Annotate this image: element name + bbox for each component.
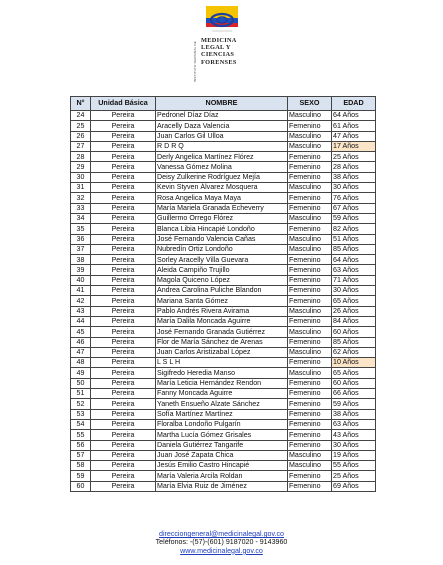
sex-cell: Masculino [288, 141, 332, 151]
unit-cell: Pereira [91, 141, 156, 151]
name-cell: Jesús Emilio Castro Hincapié [156, 461, 288, 471]
unit-cell: Pereira [91, 461, 156, 471]
table-row [71, 213, 376, 223]
name-cell: Magola Quiceno López [156, 275, 288, 285]
row-number-cell: 33 [71, 203, 91, 213]
name-cell: José Fernando Granada Gutiérrez [156, 327, 288, 337]
table-row [71, 450, 376, 460]
sex-cell: Femenino [288, 389, 332, 399]
age-cell: 47 Años [332, 131, 376, 141]
table-row [71, 316, 376, 326]
unit-cell: Pereira [91, 347, 156, 357]
table-row [71, 286, 376, 296]
table-row [71, 183, 376, 193]
name-cell: Andrea Carolina Puliche Blandon [156, 286, 288, 296]
logo-wordmark [201, 37, 237, 66]
table-row [71, 111, 376, 121]
row-number-cell: 35 [71, 224, 91, 234]
age-cell: 51 Años [332, 234, 376, 244]
sex-cell: Femenino [288, 203, 332, 213]
name-cell: María Mariela Granada Echeverry [156, 203, 288, 213]
sex-cell: Femenino [288, 275, 332, 285]
name-cell: Martha Lucía Gómez Grisales [156, 430, 288, 440]
table-row [71, 306, 376, 316]
row-number-cell: 44 [71, 316, 91, 326]
age-cell: 10 Años [332, 358, 376, 368]
name-cell: María Valeria Arcila Roldan [156, 471, 288, 481]
table-row [71, 378, 376, 388]
table-header-row [71, 97, 376, 111]
sex-cell: Femenino [288, 265, 332, 275]
sex-cell: Masculino [288, 111, 332, 121]
table-row [71, 389, 376, 399]
column-header-age: EDAD [332, 97, 376, 111]
unit-cell: Pereira [91, 316, 156, 326]
website-link[interactable]: www.medicinalegal.gov.co [180, 546, 263, 555]
age-cell: 69 Años [332, 481, 376, 491]
age-cell: 60 Años [332, 378, 376, 388]
table-row [71, 265, 376, 275]
unit-cell: Pereira [91, 296, 156, 306]
age-cell: 43 Años [332, 430, 376, 440]
name-cell: Yaneth Ensueño Alzate Sánchez [156, 399, 288, 409]
row-number-cell: 54 [71, 419, 91, 429]
institute-emblem-icon [192, 6, 252, 36]
row-number-cell: 27 [71, 141, 91, 151]
unit-cell: Pereira [91, 368, 156, 378]
unit-cell: Pereira [91, 172, 156, 182]
age-cell: 30 Años [332, 440, 376, 450]
unit-cell: Pereira [91, 203, 156, 213]
unit-cell: Pereira [91, 234, 156, 244]
logo-line: MEDICINA [201, 37, 237, 44]
unit-cell: Pereira [91, 183, 156, 193]
unit-cell: Pereira [91, 450, 156, 460]
logo-vertical-text: INSTITUTO NACIONAL DE [193, 41, 197, 83]
table-row [71, 172, 376, 182]
unit-cell: Pereira [91, 286, 156, 296]
age-cell: 66 Años [332, 389, 376, 399]
table-row [71, 409, 376, 419]
row-number-cell: 51 [71, 389, 91, 399]
unit-cell: Pereira [91, 111, 156, 121]
sex-cell: Femenino [288, 224, 332, 234]
name-cell: Juan José Zapata Chica [156, 450, 288, 460]
name-cell: Fanny Moncada Aguirre [156, 389, 288, 399]
table-row [71, 193, 376, 203]
age-cell: 61 Años [332, 121, 376, 131]
table-row [71, 399, 376, 409]
unit-cell: Pereira [91, 337, 156, 347]
sex-cell: Femenino [288, 419, 332, 429]
table-row [71, 461, 376, 471]
sex-cell: Femenino [288, 378, 332, 388]
row-number-cell: 59 [71, 471, 91, 481]
row-number-cell: 41 [71, 286, 91, 296]
age-cell: 64 Años [332, 111, 376, 121]
row-number-cell: 48 [71, 358, 91, 368]
age-cell: 71 Años [332, 275, 376, 285]
age-cell: 38 Años [332, 409, 376, 419]
name-cell: Deisy Zulkerine Rodríguez Mejía [156, 172, 288, 182]
table-row [71, 471, 376, 481]
age-cell: 63 Años [332, 265, 376, 275]
unit-cell: Pereira [91, 481, 156, 491]
row-number-cell: 57 [71, 450, 91, 460]
name-cell: Daniela Gutiérrez Tangarife [156, 440, 288, 450]
name-cell: María Leticia Hernández Rendon [156, 378, 288, 388]
table-row [71, 255, 376, 265]
age-cell: 59 Años [332, 213, 376, 223]
name-cell: María Dalila Moncada Aguirre [156, 316, 288, 326]
sex-cell: Femenino [288, 430, 332, 440]
row-number-cell: 28 [71, 152, 91, 162]
contact-footer [0, 530, 443, 555]
row-number-cell: 31 [71, 183, 91, 193]
age-cell: 76 Años [332, 193, 376, 203]
age-cell: 28 Años [332, 162, 376, 172]
sex-cell: Femenino [288, 152, 332, 162]
name-cell: Juan Carlos Aristizabal López [156, 347, 288, 357]
age-cell: 82 Años [332, 224, 376, 234]
table-row [71, 440, 376, 450]
row-number-cell: 25 [71, 121, 91, 131]
unit-cell: Pereira [91, 213, 156, 223]
name-cell: Aleida Campiño Trujillo [156, 265, 288, 275]
table-row [71, 152, 376, 162]
name-cell: Sorley Aracelly Villa Guevara [156, 255, 288, 265]
unit-cell: Pereira [91, 255, 156, 265]
sex-cell: Masculino [288, 183, 332, 193]
row-number-cell: 50 [71, 378, 91, 388]
row-number-cell: 55 [71, 430, 91, 440]
sex-cell: Femenino [288, 255, 332, 265]
sex-cell: Femenino [288, 286, 332, 296]
age-cell: 19 Años [332, 450, 376, 460]
table-row [71, 162, 376, 172]
age-cell: 30 Años [332, 183, 376, 193]
unit-cell: Pereira [91, 389, 156, 399]
age-cell: 85 Años [332, 337, 376, 347]
name-cell: Blanca Libia Hincapié Londoño [156, 224, 288, 234]
unit-cell: Pereira [91, 409, 156, 419]
table-row [71, 337, 376, 347]
row-number-cell: 56 [71, 440, 91, 450]
table-row [71, 234, 376, 244]
name-cell: Guillermo Orrego Flórez [156, 213, 288, 223]
row-number-cell: 43 [71, 306, 91, 316]
table-row [71, 296, 376, 306]
name-cell: Rosa Angelica Maya Maya [156, 193, 288, 203]
sex-cell: Femenino [288, 162, 332, 172]
table-row [71, 419, 376, 429]
unit-cell: Pereira [91, 131, 156, 141]
sex-cell: Femenino [288, 409, 332, 419]
age-cell: 30 Años [332, 286, 376, 296]
sex-cell: Femenino [288, 440, 332, 450]
unit-cell: Pereira [91, 224, 156, 234]
row-number-cell: 60 [71, 481, 91, 491]
sex-cell: Masculino [288, 244, 332, 254]
name-cell: Vanessa Gómez Molina [156, 162, 288, 172]
sex-cell: Masculino [288, 213, 332, 223]
unit-cell: Pereira [91, 121, 156, 131]
sex-cell: Masculino [288, 347, 332, 357]
age-cell: 64 Años [332, 255, 376, 265]
unit-cell: Pereira [91, 358, 156, 368]
sex-cell: Masculino [288, 131, 332, 141]
age-cell: 85 Años [332, 244, 376, 254]
age-cell: 25 Años [332, 471, 376, 481]
age-cell: 63 Años [332, 419, 376, 429]
row-number-cell: 47 [71, 347, 91, 357]
table-row [71, 121, 376, 131]
row-number-cell: 45 [71, 327, 91, 337]
unit-cell: Pereira [91, 152, 156, 162]
sex-cell: Femenino [288, 358, 332, 368]
age-cell: 62 Años [332, 347, 376, 357]
sex-cell: Femenino [288, 172, 332, 182]
row-number-cell: 29 [71, 162, 91, 172]
name-cell: José Fernando Valencia Cañas [156, 234, 288, 244]
column-header-name: NOMBRE [156, 97, 288, 111]
age-cell: 26 Años [332, 306, 376, 316]
row-number-cell: 38 [71, 255, 91, 265]
age-cell: 67 Años [332, 203, 376, 213]
row-number-cell: 32 [71, 193, 91, 203]
unit-cell: Pereira [91, 471, 156, 481]
table-row [71, 481, 376, 491]
unit-cell: Pereira [91, 440, 156, 450]
sex-cell: Femenino [288, 337, 332, 347]
sex-cell: Femenino [288, 481, 332, 491]
sex-cell: Masculino [288, 461, 332, 471]
row-number-cell: 34 [71, 213, 91, 223]
table-row [71, 368, 376, 378]
name-cell: Sofía Martínez Martínez [156, 409, 288, 419]
row-number-cell: 39 [71, 265, 91, 275]
row-number-cell: 24 [71, 111, 91, 121]
sex-cell: Masculino [288, 450, 332, 460]
name-cell: Pedronel Díaz Díaz [156, 111, 288, 121]
name-cell: L S L H [156, 358, 288, 368]
name-cell: R D R Q [156, 141, 288, 151]
table-row [71, 327, 376, 337]
unit-cell: Pereira [91, 399, 156, 409]
column-header-unit: Unidad Básica [91, 97, 156, 111]
row-number-cell: 53 [71, 409, 91, 419]
name-cell: María Elvia Ruiz de Jiménez [156, 481, 288, 491]
age-cell: 84 Años [332, 316, 376, 326]
age-cell: 65 Años [332, 368, 376, 378]
medicina-legal-logo [192, 6, 252, 84]
name-cell: Floralba Londoño Pulgarín [156, 419, 288, 429]
logo-line: LEGAL Y [201, 44, 231, 52]
sex-cell: Masculino [288, 306, 332, 316]
name-cell: Nubredín Ortiz Londoño [156, 244, 288, 254]
unit-cell: Pereira [91, 244, 156, 254]
row-number-cell: 42 [71, 296, 91, 306]
age-cell: 25 Años [332, 152, 376, 162]
table-row [71, 141, 376, 151]
name-cell: Flor de María Sánchez de Arenas [156, 337, 288, 347]
age-cell: 65 Años [332, 296, 376, 306]
unit-cell: Pereira [91, 193, 156, 203]
row-number-cell: 26 [71, 131, 91, 141]
unit-cell: Pereira [91, 430, 156, 440]
row-number-cell: 30 [71, 172, 91, 182]
logo-line: FORENSES [201, 58, 237, 66]
table-row [71, 275, 376, 285]
unit-cell: Pereira [91, 275, 156, 285]
row-number-cell: 40 [71, 275, 91, 285]
table-row [71, 430, 376, 440]
row-number-cell: 36 [71, 234, 91, 244]
table-row [71, 203, 376, 213]
name-cell: Kevin Styven Álvarez Mosquera [156, 183, 288, 193]
unit-cell: Pereira [91, 419, 156, 429]
unit-cell: Pereira [91, 162, 156, 172]
row-number-cell: 52 [71, 399, 91, 409]
table-row [71, 244, 376, 254]
sex-cell: Masculino [288, 327, 332, 337]
table-row [71, 358, 376, 368]
table-row [71, 131, 376, 141]
name-cell: Pablo Andrés Rivera Avirama [156, 306, 288, 316]
sex-cell: Femenino [288, 193, 332, 203]
age-cell: 59 Años [332, 399, 376, 409]
name-cell: Aracelly Daza Valencia [156, 121, 288, 131]
age-cell: 55 Años [332, 461, 376, 471]
column-header-sex: SEXO [288, 97, 332, 111]
table-row [71, 224, 376, 234]
sex-cell: Masculino [288, 368, 332, 378]
sex-cell: Femenino [288, 121, 332, 131]
row-number-cell: 58 [71, 461, 91, 471]
name-cell: Mariana Santa Gómez [156, 296, 288, 306]
email-link[interactable]: direcciongeneral@medicinalegal.gov.co [159, 530, 284, 538]
unit-cell: Pereira [91, 306, 156, 316]
sex-cell: Femenino [288, 471, 332, 481]
sex-cell: Femenino [288, 316, 332, 326]
table-row [71, 347, 376, 357]
row-number-cell: 49 [71, 368, 91, 378]
logo-line: CIENCIAS [201, 51, 235, 59]
unit-cell: Pereira [91, 327, 156, 337]
unit-cell: Pereira [91, 265, 156, 275]
age-cell: 17 Años [332, 141, 376, 151]
name-cell: Derly Angelica Martínez Flórez [156, 152, 288, 162]
sex-cell: Masculino [288, 234, 332, 244]
name-cell: Sigifredo Heredia Manso [156, 368, 288, 378]
sex-cell: Femenino [288, 296, 332, 306]
row-number-cell: 37 [71, 244, 91, 254]
unit-cell: Pereira [91, 378, 156, 388]
name-cell: Juan Carlos Gil Ulloa [156, 131, 288, 141]
age-cell: 38 Años [332, 172, 376, 182]
victims-table [70, 96, 376, 492]
phone-text: Teléfonos: -(57)-(601) 9187020 - 9143960 [155, 538, 288, 547]
row-number-cell: 46 [71, 337, 91, 347]
age-cell: 60 Años [332, 327, 376, 337]
sex-cell: Femenino [288, 399, 332, 409]
column-header-number: N° [71, 97, 91, 111]
